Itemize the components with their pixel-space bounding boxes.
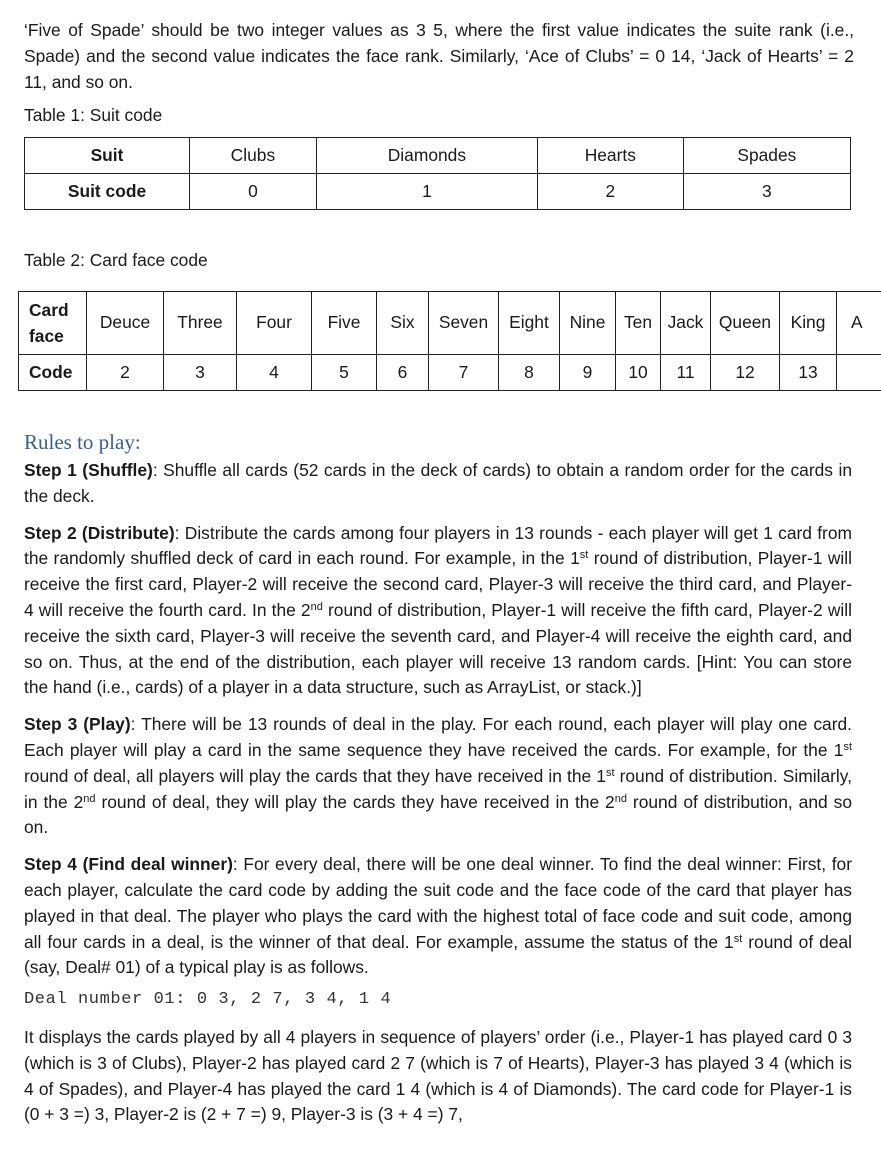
- table2-wrapper: [18, 291, 881, 391]
- quote-ace-of-clubs: ‘Ace of Clubs’: [525, 45, 634, 66]
- step-1-text: : Shuffle all cards (52 cards in the deck of cards) to obtain a random order for the cards in the deck.: [24, 460, 852, 506]
- intro-paragraph: [24, 18, 854, 95]
- table2-cell: Jack: [661, 292, 711, 355]
- table1-cell: Hearts: [537, 138, 683, 174]
- table2-cell: 9: [560, 355, 616, 391]
- step-4-text: : For every deal, there will be one deal winner. To find the deal winner: First, for each player, calculate the card code by adding the suit code and the face code of the card that player has played in that deal. The player who plays the card with the highest total of face code and suit code, among all four cards in a deal, is the winner of that deal. For example, assume the status of the 1: [24, 854, 852, 952]
- table2-caption: Table 2: Card face code: [24, 250, 208, 271]
- step-2: [24, 521, 852, 702]
- table1-caption: Table 1: Suit code: [24, 105, 163, 126]
- step-3-text: : There will be 13 rounds of deal in the play. For each round, each player will play one card. Each player will play a card in the same sequence they have received the cards. For example, for the 1: [24, 714, 852, 760]
- table1-header-row: [25, 138, 851, 174]
- step-1: [24, 458, 852, 510]
- ordinal-suffix: st: [605, 766, 615, 779]
- table2-cell: 5: [312, 355, 377, 391]
- intro-text-2: = 0 14,: [633, 45, 702, 66]
- table2-cell: Seven: [429, 292, 499, 355]
- table2-cell: [837, 355, 881, 391]
- table1-cell: 0: [190, 174, 317, 210]
- suit-code-table: [24, 137, 851, 210]
- step-3-text: round of distribution. Similarly, in the 2: [24, 765, 853, 812]
- table1-cell: 1: [316, 174, 537, 210]
- intro-text-1: should be two integer values as 3 5, where the first value indicates the suite rank (i.e., Spade) and the second value indicates the face rank. Similarly,: [24, 20, 854, 66]
- table2-cell: 12: [711, 355, 780, 391]
- table1-cell: Spades: [683, 138, 850, 174]
- document-top: [24, 18, 854, 274]
- ordinal-suffix: nd: [310, 600, 323, 613]
- deal-code-line: Deal number 01: 0 3, 2 7, 3 4, 1 4: [24, 990, 392, 1010]
- table2-cell: A: [837, 292, 881, 355]
- table1-code-row: [25, 174, 851, 210]
- table2-cell: Ten: [616, 292, 661, 355]
- table2-cell: 3: [164, 355, 237, 391]
- table2-cell: Three: [164, 292, 237, 355]
- table2-cell: Six: [377, 292, 429, 355]
- table2-cell: 7: [429, 355, 499, 391]
- step-3: [24, 712, 852, 841]
- table2-cell: Queen: [711, 292, 780, 355]
- rules-section: [24, 428, 852, 1128]
- step-3-title: Step 3 (Play): [24, 714, 131, 735]
- table1-cell: Suit code: [25, 174, 190, 210]
- table2-cell: Card face: [19, 292, 87, 355]
- step-4-title: Step 4 (Find deal winner): [24, 854, 233, 875]
- step-2-text: round of distribution, Player-1 will receive the fifth card, Player-2 will receive the sixth card, Player-3 will receive the seventh card, and Player-4 will receive the eighth card, and so on. Thus, at the end of the distribution, each player will receive 13 random cards. [Hint: You can store the hand (i.e., cards) of a player in a data structure, such as ArrayList, or stack.)]: [24, 599, 852, 698]
- quote-jack-of-hearts: ‘Jack of Hearts’: [701, 45, 823, 66]
- ordinal-suffix: nd: [614, 792, 627, 805]
- table2-face-row: [19, 292, 881, 355]
- step-2-text: round of distribution, Player-1 will receive the first card, Player-2 will receive the second card, Player-3 will receive the third card, and Player-4 will receive the fourth card. In the 2: [24, 548, 852, 620]
- ordinal-suffix: st: [579, 549, 589, 562]
- table1-cell: 3: [683, 174, 850, 210]
- table2-cell: 11: [661, 355, 711, 391]
- table2-code-row: [19, 355, 881, 391]
- ordinal-suffix: nd: [83, 792, 96, 805]
- step-1-title: Step 1 (Shuffle): [24, 460, 153, 480]
- step-3-text: round of deal, all players will play the cards that they have received in the 1: [24, 765, 606, 786]
- table2-cell: 2: [87, 355, 164, 391]
- step-4-text: round of deal (say, Deal# 01) of a typical play is as follows.: [24, 931, 853, 978]
- table2-cell: Deuce: [87, 292, 164, 355]
- table1-cell: Suit: [25, 138, 190, 174]
- table1-cell: Clubs: [190, 138, 317, 174]
- table2-cell: Four: [237, 292, 312, 355]
- step-2-title: Step 2 (Distribute): [24, 522, 175, 543]
- table2-cell: 6: [377, 355, 429, 391]
- closing-paragraph: It displays the cards played by all 4 players in sequence of players’ order (i.e., Player-1 has played card 0 3 (which is 3 of Clubs), Player-2 has played card 2 7 (which is 7 of Hearts), Player-3 has played 3 4 (which is 4 of Spades), and Player-4 has played the card 1 4 (which is 4 of Diamonds). The card code for Player-1 is (0 + 3 =) 3, Player-2 is (2 + 7 =) 9, Player-3 is (3 + 4 =) 7,: [24, 1026, 852, 1125]
- table1-cell: Diamonds: [316, 138, 537, 174]
- table2-cell: Eight: [499, 292, 560, 355]
- step-3-text: round of deal, they will play the cards they have received in the 2: [95, 791, 615, 812]
- table1-cell: 2: [537, 174, 683, 210]
- table2-cell: Code: [19, 355, 87, 391]
- ordinal-suffix: st: [843, 740, 852, 753]
- table2-cell: Nine: [560, 292, 616, 355]
- intro-text-3: = 2 11, and so on.: [24, 45, 854, 92]
- table2-cell: 8: [499, 355, 560, 391]
- step-3-text: round of distribution, and so on.: [24, 791, 852, 838]
- ordinal-suffix: st: [733, 932, 743, 945]
- quote-five-of-spade: ‘Five of Spade’: [24, 20, 144, 40]
- step-4: [24, 852, 852, 981]
- table2-cell: Five: [312, 292, 377, 355]
- table2-cell: 4: [237, 355, 312, 391]
- card-face-code-table: [18, 291, 881, 391]
- table2-cell: 10: [616, 355, 661, 391]
- table2-cell: 13: [780, 355, 837, 391]
- step-2-text: : Distribute the cards among four players in 13 rounds - each player will get 1 card from the randomly shuffled deck of card in each round. For example, in the 1: [24, 522, 853, 569]
- table2-cell: King: [780, 292, 837, 355]
- rules-heading: Rules to play:: [24, 430, 141, 454]
